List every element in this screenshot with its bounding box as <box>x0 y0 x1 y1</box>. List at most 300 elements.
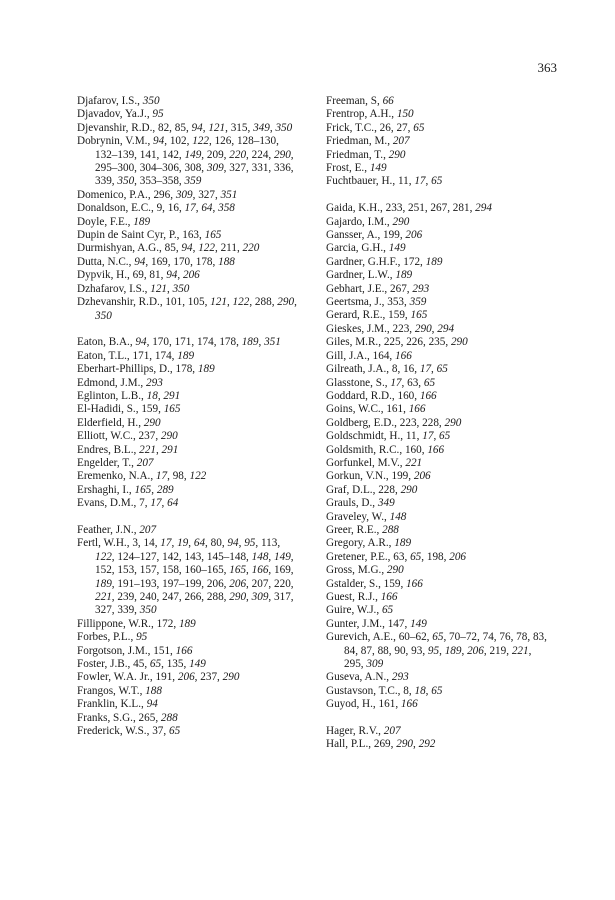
index-entry <box>77 377 299 390</box>
reference-page-italic: 207 <box>136 456 154 469</box>
author-name: Dobrynin, V.M., <box>77 135 154 148</box>
reference-page-italic: 293 <box>412 282 430 295</box>
page-references: 225, 226, 235, <box>383 336 451 349</box>
page-references: , <box>431 363 437 376</box>
index-entry <box>77 122 299 135</box>
reference-page-italic: 351 <box>220 188 238 201</box>
author-name: Forbes, P.L., <box>77 631 137 644</box>
author-name: Gill, J.A., <box>326 349 373 362</box>
reference-page-italic: 149 <box>274 550 291 563</box>
index-entry <box>326 122 551 135</box>
index-entry <box>326 149 551 162</box>
index-entry <box>77 202 299 215</box>
author-name: Fowler, W.A. Jr., <box>77 671 156 684</box>
page-references: 159, <box>383 577 407 590</box>
letter-group-gap <box>326 712 551 725</box>
author-name: Geertsma, J., <box>326 296 388 309</box>
reference-page-italic: 221 <box>511 644 529 657</box>
page-references: , <box>268 550 274 563</box>
reference-page-italic: 189 <box>444 644 462 657</box>
page-references: 223, 228, <box>399 416 445 429</box>
reference-page-italic: 65 <box>413 121 425 134</box>
page-references: , <box>226 296 233 309</box>
page-references: 191, <box>155 671 178 684</box>
page-references: , <box>212 202 219 215</box>
author-name: Eremenko, N.A., <box>77 470 156 483</box>
reference-page-italic: 290 <box>222 671 240 684</box>
reference-page-italic: 221 <box>95 591 112 603</box>
reference-page-italic: 95 <box>152 108 164 121</box>
reference-page-italic: 95 <box>244 537 256 550</box>
reference-page-italic: 289 <box>156 483 174 496</box>
page-references: 82, 85, <box>157 121 192 134</box>
index-entry <box>77 390 299 403</box>
author-name: Frost, E., <box>326 162 370 175</box>
index-entry <box>326 363 551 376</box>
author-name: Edmond, J.M., <box>77 376 146 389</box>
reference-page-italic: 149 <box>369 162 387 175</box>
index-entry <box>326 269 551 282</box>
index-entry <box>326 671 551 684</box>
page-references: , 113, <box>255 537 281 550</box>
reference-page-italic: 148 <box>389 510 407 523</box>
reference-page-italic: 149 <box>410 617 427 630</box>
page-references: , 170, 171, 174, 178, <box>146 336 242 349</box>
author-name: Gorkun, V.N., <box>326 470 392 483</box>
author-name: Engelder, T., <box>77 456 137 469</box>
reference-page-italic: 166 <box>400 698 418 711</box>
author-name: Gieskes, J.M., <box>326 322 393 335</box>
page-references: 7, <box>139 497 151 510</box>
reference-page-italic: 350 <box>117 175 135 188</box>
reference-page-italic: 189 <box>177 349 195 362</box>
author-name: Goldsmith, R.C., <box>326 443 405 456</box>
index-entry <box>326 229 551 242</box>
reference-page-italic: 165 <box>229 564 247 577</box>
reference-page-italic: 122 <box>232 296 250 309</box>
index-entry <box>326 202 551 215</box>
page-references: , 327, 331, 336, 339, <box>95 162 294 188</box>
page-references: , <box>167 282 173 295</box>
reference-page-italic: 290 <box>277 296 295 309</box>
page-references: , <box>269 121 276 134</box>
page-references: 85, <box>164 242 182 255</box>
reference-page-italic: 65 <box>436 363 448 376</box>
page-references: , 198, <box>421 550 450 563</box>
reference-page-italic: 290 <box>450 336 468 349</box>
page-references: 172, <box>403 255 426 268</box>
reference-page-italic: 290 <box>386 564 404 577</box>
index-entry <box>77 216 299 229</box>
reference-page-italic: 18 <box>414 684 426 697</box>
author-name: Goddard, R.D., <box>326 389 398 402</box>
index-entry <box>326 403 551 416</box>
reference-page-italic: 150 <box>396 108 414 121</box>
index-entry <box>326 511 551 524</box>
index-entry <box>326 323 551 336</box>
reference-page-italic: 290 <box>444 416 462 429</box>
page-references: , 288, <box>249 296 278 309</box>
index-entry <box>326 578 551 591</box>
page-references: , 63, <box>401 376 424 389</box>
index-entry <box>326 216 551 229</box>
author-name: El-Hadidi, S., <box>77 403 142 416</box>
reference-page-italic: 122 <box>95 550 112 563</box>
index-entry <box>326 162 551 175</box>
reference-page-italic: 189 <box>395 269 413 282</box>
index-entry <box>326 725 551 738</box>
page-references: , <box>439 644 445 657</box>
index-entry <box>326 457 551 470</box>
page-references: 37, <box>152 725 169 738</box>
index-entry <box>77 457 299 470</box>
reference-page-italic: 358 <box>218 202 235 215</box>
reference-page-italic: 293 <box>146 376 163 389</box>
page-references: , <box>171 537 178 550</box>
reference-page-italic: 292 <box>418 738 436 751</box>
page-references: 8, 16, <box>391 363 420 376</box>
index-entry <box>77 242 299 255</box>
reference-page-italic: 350 <box>172 282 190 295</box>
page-references: 160, <box>397 389 420 402</box>
reference-page-italic: 207 <box>139 523 157 536</box>
index-entry <box>77 712 299 725</box>
index-entry <box>326 497 551 510</box>
index-entry <box>326 417 551 430</box>
reference-page-italic: 17 <box>414 175 426 188</box>
author-name: Elliott, W.C., <box>77 430 139 443</box>
page-references: , 327, <box>192 188 221 201</box>
page-references: , <box>157 389 164 402</box>
page-references: , 152, 153, 157, 158, 160–165, <box>95 550 294 577</box>
author-name: Giles, M.R., <box>326 336 384 349</box>
reference-page-italic: 188 <box>145 684 162 697</box>
author-name: Ershaghi, I., <box>77 483 135 496</box>
index-entry <box>77 430 299 443</box>
reference-page-italic: 290 <box>143 416 161 429</box>
reference-page-italic: 94 <box>166 269 178 282</box>
author-name: Guest, R.J., <box>326 591 381 604</box>
author-name: Dupin de Saint Cyr, P., <box>77 229 183 242</box>
index-entry <box>326 108 551 121</box>
author-name: Goins, W.C., <box>326 403 387 416</box>
page-references: 9, 16, <box>156 202 185 215</box>
reference-page-italic: 291 <box>161 443 179 456</box>
page-references: 199, <box>391 470 414 483</box>
index-entry <box>326 377 551 390</box>
reference-page-italic: 166 <box>406 577 423 590</box>
page-references: 161, <box>386 403 409 416</box>
reference-page-italic: 94 <box>134 255 146 268</box>
author-name: Eaton, T.L., <box>77 349 133 362</box>
reference-page-italic: 309 <box>251 591 269 603</box>
author-name: Djevanshir, R.D., <box>77 121 158 134</box>
page-references: , 102, <box>164 135 193 148</box>
page-references: , 317, 327, 339, <box>95 591 294 617</box>
page-references: , <box>246 591 252 603</box>
reference-page-italic: 309 <box>175 188 193 201</box>
page-references: , 169, 170, 178, <box>145 255 219 268</box>
author-name: Garcia, G.H., <box>326 242 389 255</box>
index-entry <box>77 363 299 376</box>
reference-page-italic: 94 <box>146 698 158 711</box>
reference-page-italic: 207 <box>383 725 401 738</box>
index-entry <box>326 738 551 751</box>
page-references: 11, <box>397 175 415 188</box>
author-name: Frentrop, A.H., <box>326 108 397 121</box>
index-entry <box>326 135 551 148</box>
author-name: Fertl, W.H., <box>77 537 133 550</box>
page-references: 265, <box>138 711 161 724</box>
page-references: , 80, <box>205 537 228 550</box>
author-name: Gebhart, J.E., <box>326 282 391 295</box>
reference-page-italic: 290 <box>274 148 291 161</box>
page-references: 3, 14, <box>132 537 161 550</box>
index-entry <box>77 403 299 416</box>
reference-page-italic: 149 <box>388 242 406 255</box>
index-entry <box>77 350 299 363</box>
page-references: 26, 27, <box>379 121 414 134</box>
page-references: , 315, <box>225 121 254 134</box>
reference-page-italic: 189 <box>133 215 151 228</box>
reference-page-italic: 294 <box>475 202 492 215</box>
author-name: Doyle, F.E., <box>77 215 134 228</box>
author-name: Glasstone, S., <box>326 376 391 389</box>
page-references: , <box>246 564 252 577</box>
author-name: Fuchtbauer, H., <box>326 175 398 188</box>
index-entry <box>77 537 299 617</box>
page-references: 63, <box>393 550 411 563</box>
page-references: , 98, <box>167 470 190 483</box>
reference-page-italic: 349 <box>253 121 270 134</box>
index-entry <box>77 189 299 202</box>
reference-page-italic: 165 <box>163 403 181 416</box>
page-references: , 169, <box>268 564 294 577</box>
author-name: Gaida, K.H., <box>326 202 386 215</box>
reference-page-italic: 17 <box>390 376 402 389</box>
reference-page-italic: 189 <box>241 336 259 349</box>
reference-page-italic: 350 <box>142 95 160 107</box>
author-name: Graveley, W., <box>326 510 390 523</box>
reference-page-italic: 350 <box>95 309 112 322</box>
index-entry <box>77 470 299 483</box>
reference-page-italic: 188 <box>218 255 235 268</box>
reference-page-italic: 350 <box>275 121 293 134</box>
page-references: , 224, <box>246 148 274 161</box>
author-name: Guyod, H., <box>326 698 379 711</box>
author-name: Gregory, A.R., <box>326 537 395 550</box>
reference-page-italic: 206 <box>405 229 423 242</box>
index-entry <box>326 698 551 711</box>
page-references: , 191–193, 197–199, 206, <box>111 577 230 590</box>
author-name: Donaldson, E.C., <box>77 202 157 215</box>
reference-page-italic: 64 <box>201 202 213 215</box>
reference-page-italic: 189 <box>394 537 412 550</box>
reference-page-italic: 166 <box>427 443 445 456</box>
author-name: Gardner, G.H.F., <box>326 255 404 268</box>
page-references: 69, 81, <box>132 269 167 282</box>
reference-page-italic: 309 <box>206 162 224 175</box>
index-entry <box>77 269 299 282</box>
reference-page-italic: 349 <box>377 497 395 510</box>
reference-page-italic: 359 <box>409 296 427 309</box>
reference-page-italic: 121 <box>210 296 227 309</box>
index-entry <box>326 242 551 255</box>
author-name: Frangos, W.T., <box>77 684 146 697</box>
reference-page-italic: 18 <box>146 389 158 402</box>
index-entry <box>77 417 299 430</box>
reference-page-italic: 65 <box>423 376 436 389</box>
author-name: Gajardo, I.M., <box>326 215 393 228</box>
author-name: Dutta, N.C., <box>77 255 135 268</box>
page-references: , 295, <box>344 644 532 671</box>
author-name: Djavadov, Ya.J., <box>77 108 153 121</box>
reference-page-italic: 290 <box>388 148 406 161</box>
reference-page-italic: 166 <box>419 389 437 402</box>
author-name: Grauls, D., <box>326 497 378 510</box>
page-references: , <box>188 537 194 550</box>
author-name: Gunter, J.M., <box>326 617 388 630</box>
author-name: Evans, D.M., <box>77 497 140 510</box>
author-name: Gorfunkel, M.V., <box>326 456 406 469</box>
reference-page-italic: 290 <box>229 591 247 603</box>
index-entry <box>326 350 551 363</box>
author-name: Franklin, K.L., <box>77 698 147 711</box>
author-name: Fillippone, W.R., <box>77 617 157 630</box>
author-name: Goldschmidt, H., <box>326 430 406 443</box>
page-references: , <box>294 296 297 309</box>
index-entry <box>326 551 551 564</box>
reference-page-italic: 95 <box>427 644 440 657</box>
reference-page-italic: 165 <box>410 309 428 322</box>
reference-page-italic: 17 <box>155 470 168 483</box>
author-name: Franks, S.G., <box>77 711 139 724</box>
author-name: Endres, B.L., <box>77 443 140 456</box>
page-references: 172, <box>156 617 179 630</box>
index-entry <box>326 444 551 457</box>
reference-page-italic: 17 <box>160 537 172 550</box>
reference-page-italic: 166 <box>408 403 426 416</box>
index-entry <box>77 135 299 189</box>
index-entry <box>77 671 299 684</box>
page-references: , 237, <box>194 671 223 684</box>
reference-page-italic: 121 <box>208 121 226 134</box>
page-number: 363 <box>537 60 557 75</box>
index-entry <box>77 497 299 510</box>
author-name: Forgotson, J.M., <box>77 644 154 657</box>
index-entry <box>77 631 299 644</box>
reference-page-italic: 17 <box>184 202 196 215</box>
page-references: , 70–72, 74, 76, 78, 83, 84, 87, 88, 90, 93, <box>344 631 547 657</box>
index-entry <box>326 336 551 349</box>
reference-page-italic: 221 <box>139 443 156 456</box>
letter-group-gap <box>326 189 551 202</box>
reference-page-italic: 65 <box>439 430 451 443</box>
index-entry <box>77 698 299 711</box>
index-entry <box>77 296 299 323</box>
reference-page-italic: 291 <box>163 389 181 402</box>
author-name: Gustavson, T.C., <box>326 684 404 697</box>
reference-page-italic: 290 <box>160 430 178 443</box>
author-name: Frederick, W.S., <box>77 725 153 738</box>
page-references: , <box>202 121 209 134</box>
index-entry <box>326 537 551 550</box>
author-name: Greer, R.E., <box>326 523 383 536</box>
index-entry <box>326 296 551 309</box>
page-references: 147, <box>387 617 411 630</box>
reference-page-italic: 122 <box>189 470 207 483</box>
reference-page-italic: 149 <box>184 148 202 161</box>
author-name: Foster, J.B., <box>77 658 134 671</box>
reference-page-italic: 94 <box>135 336 147 349</box>
reference-page-italic: 95 <box>136 631 148 644</box>
index-entry <box>326 95 551 108</box>
reference-page-italic: 189 <box>178 617 196 630</box>
reference-page-italic: 149 <box>189 658 206 671</box>
page-references: , 124–127, 142, 143, 145–148, <box>111 550 252 563</box>
page-references: , <box>431 322 438 335</box>
page-references: 160, <box>404 443 428 456</box>
reference-page-italic: 65 <box>432 631 444 644</box>
page-references: 267, <box>390 282 413 295</box>
page-references: 8, <box>403 684 415 697</box>
reference-page-italic: 290 <box>400 483 418 496</box>
author-name: Gretener, P.E., <box>326 550 394 563</box>
index-column-right <box>326 95 551 752</box>
page-references: , <box>433 430 440 443</box>
author-name: Hall, P.L., <box>326 738 374 751</box>
index-entry <box>77 444 299 457</box>
index-entry <box>326 604 551 617</box>
page-references: , 353–358, <box>134 175 185 188</box>
page-references: 237, <box>138 430 161 443</box>
reference-page-italic: 166 <box>251 564 269 577</box>
author-name: Hager, R.V., <box>326 725 384 738</box>
author-name: Dzhafarov, I.S., <box>77 282 151 295</box>
index-entry <box>77 108 299 121</box>
author-name: Gstalder, S., <box>326 577 384 590</box>
index-entry <box>77 618 299 631</box>
page-references: , <box>461 644 468 657</box>
page-references: , 219, <box>483 644 512 657</box>
index-entry <box>326 618 551 631</box>
reference-page-italic: 206 <box>182 269 200 282</box>
reference-page-italic: 206 <box>177 671 195 684</box>
page-references: , <box>258 336 265 349</box>
author-name: Friedman, T., <box>326 148 389 161</box>
author-name: Eberhart-Phillips, D., <box>77 363 176 376</box>
index-entry <box>326 484 551 497</box>
page-references: 159, <box>141 403 164 416</box>
index-entry <box>77 524 299 537</box>
page-references: , <box>155 443 162 456</box>
page-references: , 126, 128–130, 132–139, 141, 142, <box>95 135 279 161</box>
page-references: , <box>425 175 432 188</box>
page-references: , <box>195 202 202 215</box>
index-entry <box>326 631 551 671</box>
page-references: 296, <box>153 188 176 201</box>
reference-page-italic: 309 <box>366 658 384 671</box>
page-references: 45, <box>133 658 150 671</box>
reference-page-italic: 65 <box>410 550 422 563</box>
index-entry <box>77 336 299 349</box>
page-references: 233, 251, 267, 281, <box>385 202 476 215</box>
index-entry <box>326 591 551 604</box>
reference-page-italic: 220 <box>242 242 260 255</box>
page-references: , 209, <box>201 148 230 161</box>
index-entry <box>77 685 299 698</box>
reference-page-italic: 65 <box>149 658 162 671</box>
